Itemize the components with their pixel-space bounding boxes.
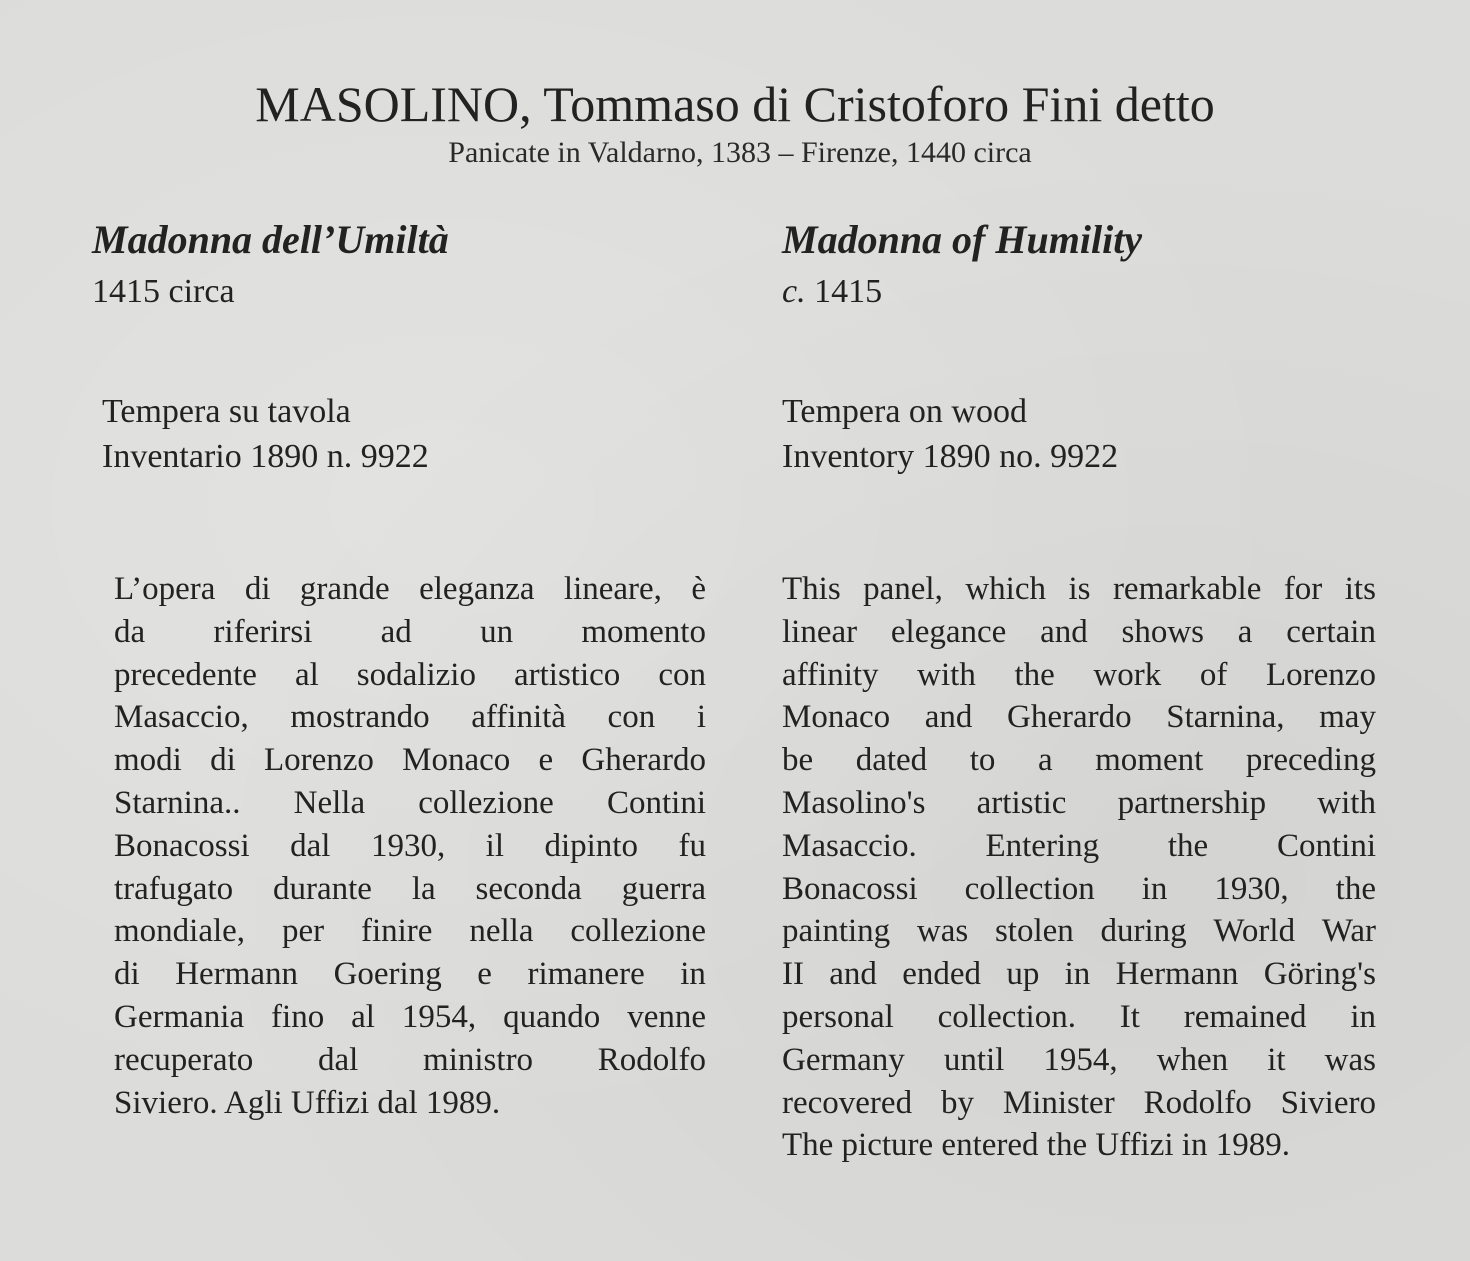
work-title-italian: Madonna dell’Umiltà [92, 217, 449, 262]
description-line: trafugato durante la seconda guerra [114, 870, 706, 907]
description-line: affinity with the work of Lorenzo [782, 656, 1376, 693]
work-date-italian: 1415 circa [92, 273, 235, 310]
description-line: da riferirsi ad un momento [114, 613, 706, 650]
description-line: II and ended up in Hermann Göring's [782, 956, 1376, 993]
description-line: The picture entered the Uffizi in 1989. [782, 1127, 1290, 1164]
date-year: 1415 [814, 273, 883, 310]
description-line: recovered by Minister Rodolfo Siviero [782, 1084, 1376, 1121]
description-line: Masaccio. Entering the Contini [782, 827, 1376, 864]
work-title-english: Madonna of Humility [782, 217, 1143, 262]
medium-english: Tempera on wood [782, 393, 1027, 430]
inventory-english: Inventory 1890 no. 9922 [782, 438, 1119, 475]
description-line: Germania fino al 1954, quando venne [114, 998, 706, 1035]
description-line: Siviero. Agli Uffizi dal 1989. [114, 1084, 501, 1121]
description-english [782, 568, 1376, 1167]
description-line: Bonacossi collection in 1930, the [782, 870, 1376, 907]
description-line: Bonacossi dal 1930, il dipinto fu [114, 827, 706, 864]
inventory-italian: Inventario 1890 n. 9922 [102, 438, 429, 475]
description-line: L’opera di grande eleganza lineare, è [114, 571, 706, 607]
medium-italian: Tempera su tavola [102, 393, 351, 430]
description-line: precedente al sodalizio artistico con [114, 656, 706, 693]
description-line: di Hermann Goering e rimanere in [114, 956, 706, 993]
description-line: be dated to a moment preceding [782, 742, 1376, 779]
description-line: mondiale, per finire nella collezione [114, 913, 706, 950]
description-line: painting was stolen during World War [782, 913, 1376, 950]
description-line: personal collection. It remained in [782, 998, 1376, 1035]
artist-dates: Panicate in Valdarno, 1383 – Firenze, 1440 circa [448, 136, 1032, 169]
description-line: Germany until 1954, when it was [782, 1041, 1376, 1078]
work-date-english [782, 270, 882, 314]
description-italian [114, 568, 706, 1124]
description-line: This panel, which is remarkable for its [782, 571, 1376, 607]
description-line: linear elegance and shows a certain [782, 613, 1376, 650]
artist-name: MASOLINO, Tommaso di Cristoforo Fini detto [255, 76, 1215, 132]
description-line: Monaco and Gherardo Starnina, may [782, 699, 1376, 736]
description-line: modi di Lorenzo Monaco e Gherardo [114, 742, 706, 779]
description-line: recuperato dal ministro Rodolfo [114, 1041, 706, 1078]
description-line: Starnina.. Nella collezione Contini [114, 784, 706, 821]
description-line: Masolino's artistic partnership with [782, 784, 1376, 821]
description-line: Masaccio, mostrando affinità con i [114, 699, 706, 736]
date-prefix: c. [782, 273, 806, 310]
